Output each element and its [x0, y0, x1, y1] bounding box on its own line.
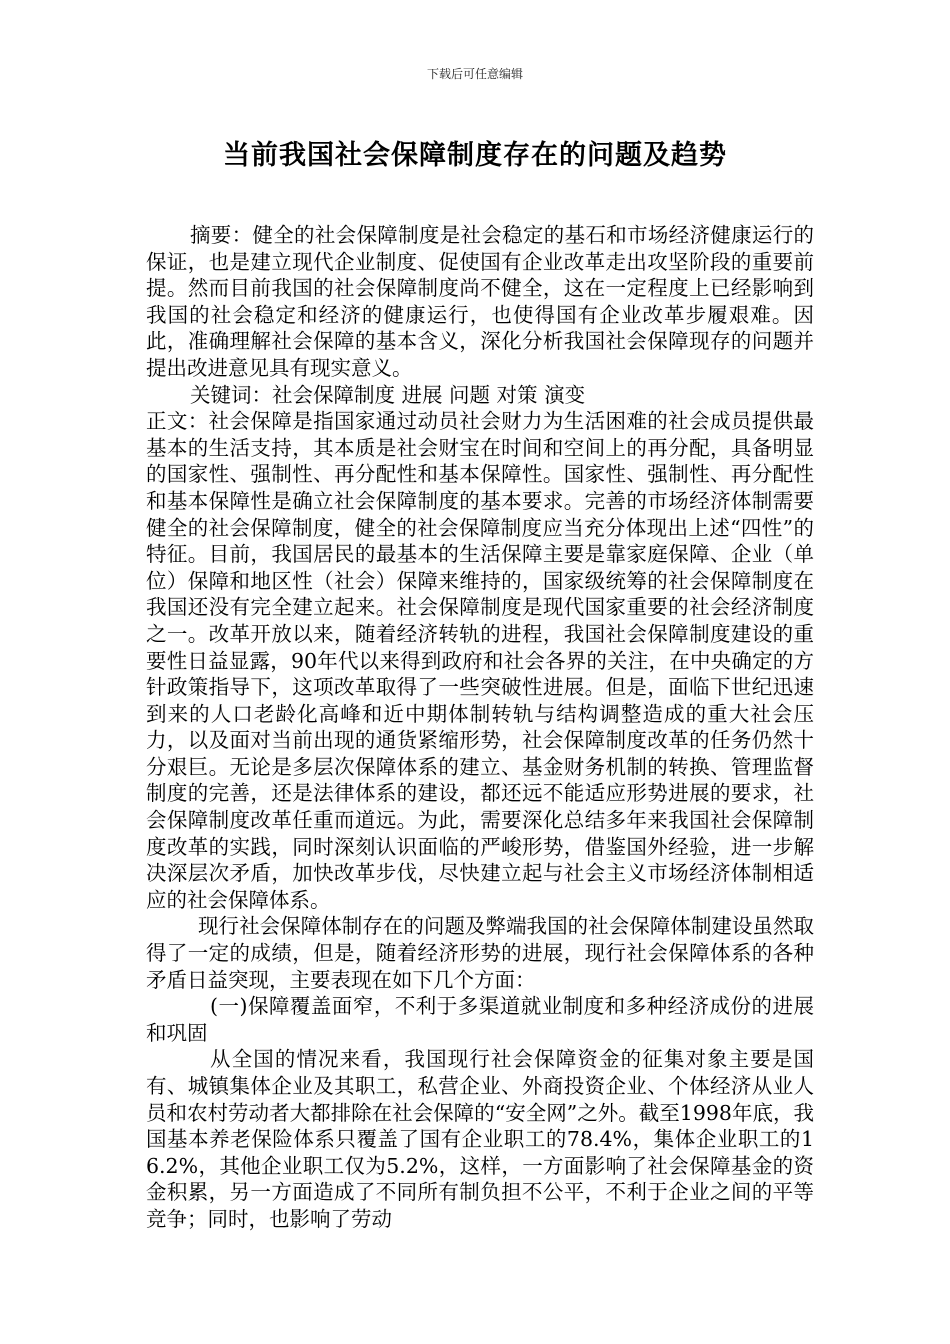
main-text-paragraph: 正文：社会保障是指国家通过动员社会财力为生活困难的社会成员提供最基本的生活支持，其本质是社会财宝在时间和空间上的再分配，具备明显的国家性、强制性、再分配性和基本保障性。国家性、强制性、再分配性和基本保障性是确立社会保障制度的基本要求。完善的市场经济体制需要健全的社会保障制度，健全的社会保障制度应当充分体现出上述“四性”的特征。目前，我国居民的最基本的生活保障主要是靠家庭保障、企业（单位）保障和地区性（社会）保障来维持的，国家级统筹的社会保障制度在我国还没有完全建立起来。社会保障制度是现代国家重要的社会经济制度之一。改革开放以来，随着经济转轨的进程，我国社会保障制度建设的重要性日益显露，90年代以来得到政府和社会各界的关注，在中央确定的方针政策指导下，这项改革取得了一些突破性进展。但是，面临下世纪迅速到来的人口老龄化高峰和近中期体制转轨与结构调整造成的重大社会压力，以及面对当前出现的通货紧缩形势，社会保障制度改革的任务仍然十分艰巨。无论是多层次保障体系的建立、基金财务机制的转换、管理监督制度的完善，还是法律体系的建设，都还远不能适应形势进展的要求，社会保障制度改革任重而道远。为此，需要深化总结多年来我国社会保障制度改革的实践，同时深刻认识面临的严峻形势，借鉴国外经验，进一步解决深层次矛盾，加快改革步伐，尽快建立起与社会主义市场经济体制相适应的社会保障体系。: [146, 409, 814, 912]
document-title: 当前我国社会保障制度存在的问题及趋势: [223, 140, 727, 171]
abstract-paragraph: 摘要：健全的社会保障制度是社会稳定的基石和市场经济健康运行的保证，也是建立现代企业制度、促使国有企业改革走出攻坚阶段的重要前提。然而目前我国的社会保障制度尚不健全，这在一定程度上已经影响到我国的社会稳定和经济的健康运行，也使得国有企业改革步履艰难。因此，准确理解社会保障的基本含义，深化分析我国社会保障现存的问题并提出改进意见具有现实意义。: [146, 223, 814, 380]
document-body: [146, 222, 814, 1233]
problems-paragraph: 现行社会保障体制存在的问题及弊端我国的社会保障体制建设虽然取得了一定的成绩，但是，随着经济形势的进展，现行社会保障体系的各种矛盾日益突现，主要表现在如下几个方面：: [146, 914, 814, 992]
coverage-paragraph: 从全国的情况来看，我国现行社会保障资金的征集对象主要是国有、城镇集体企业及其职工，私营企业、外商投资企业、个体经济从业人员和农村劳动者大都排除在社会保障的“安全网”之外。截至1998年底，我国基本养老保险体系只覆盖了国有企业职工的78.4%，集体企业职工的16.2%，其他企业职工仅为5.2%，这样，一方面影响了社会保障基金的资金积累，另一方面造成了不同所有制负担不公平，不利于企业之间的平等竞争；同时，也影响了劳动: [146, 1047, 814, 1231]
keywords-paragraph: 关键词：社会保障制度 进展 问题 对策 演变: [190, 382, 586, 407]
page-header: 下载后可任意编辑: [426, 67, 523, 81]
section-heading-1: (一)保障覆盖面窄，不利于多渠道就业制度和多种经济成份的进展和巩固: [146, 994, 814, 1045]
